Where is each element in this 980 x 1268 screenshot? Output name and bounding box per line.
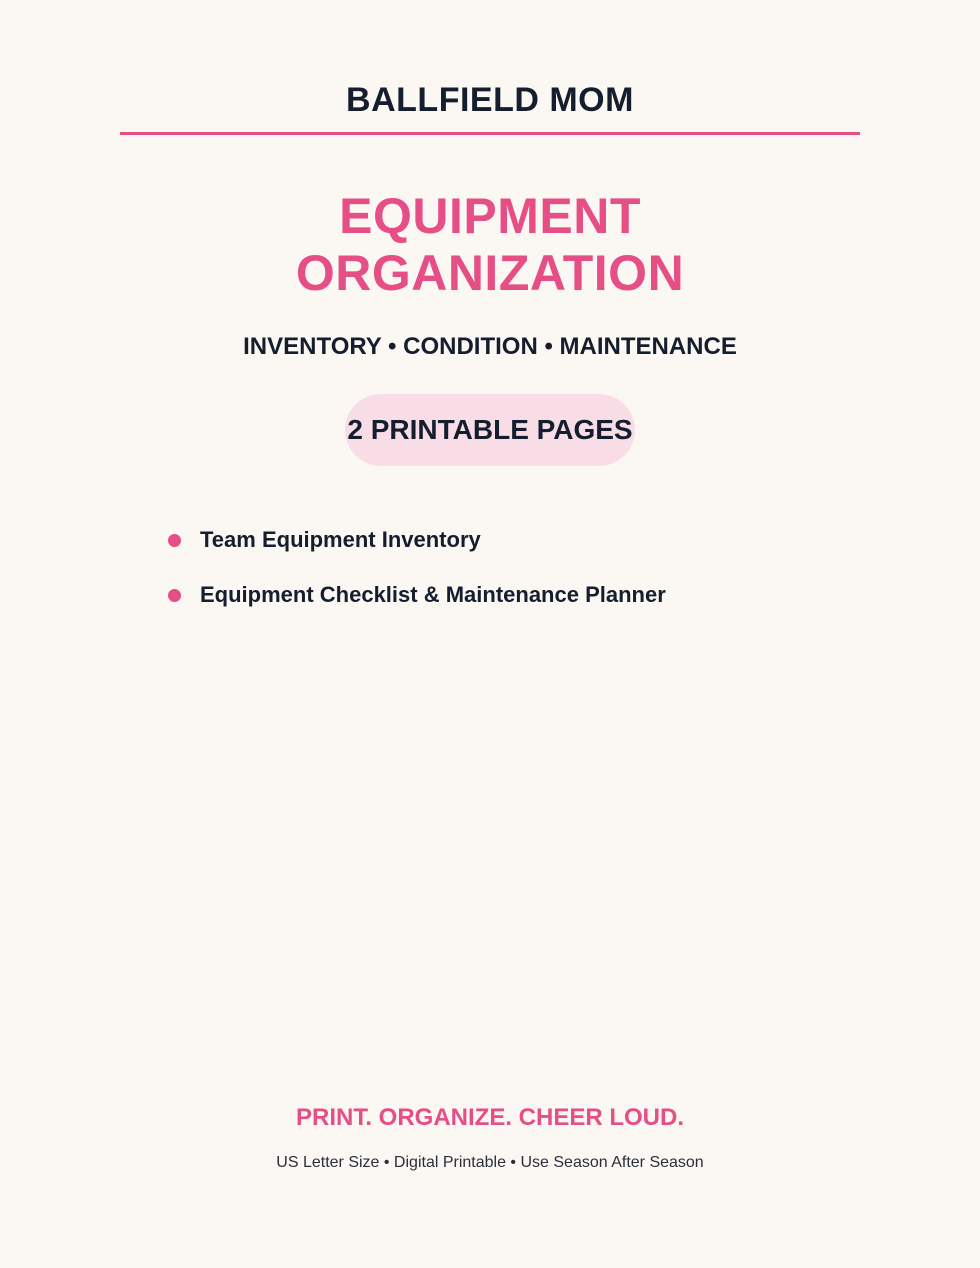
footer-note: US Letter Size • Digital Printable • Use Season After Season xyxy=(276,1154,704,1171)
feature-list xyxy=(168,522,666,632)
page-title-line-2: ORGANIZATION xyxy=(295,245,685,301)
page-title xyxy=(0,188,980,302)
list-item xyxy=(168,522,666,558)
feature-label: Team Equipment Inventory xyxy=(200,527,481,552)
bullet-dot-icon xyxy=(168,589,181,602)
page-count-badge-label: 2 PRINTABLE PAGES xyxy=(347,414,633,445)
header-divider xyxy=(120,132,860,135)
footer-tagline: PRINT. ORGANIZE. CHEER LOUD. xyxy=(295,1104,685,1131)
page-subtitle: INVENTORY • CONDITION • MAINTENANCE xyxy=(243,333,737,360)
list-item xyxy=(168,577,666,613)
feature-label: Equipment Checklist & Maintenance Planner xyxy=(200,582,666,607)
brand-title: BALLFIELD MOM xyxy=(346,81,634,119)
bullet-dot-icon xyxy=(168,534,181,547)
page-title-line-1: EQUIPMENT xyxy=(339,188,641,244)
